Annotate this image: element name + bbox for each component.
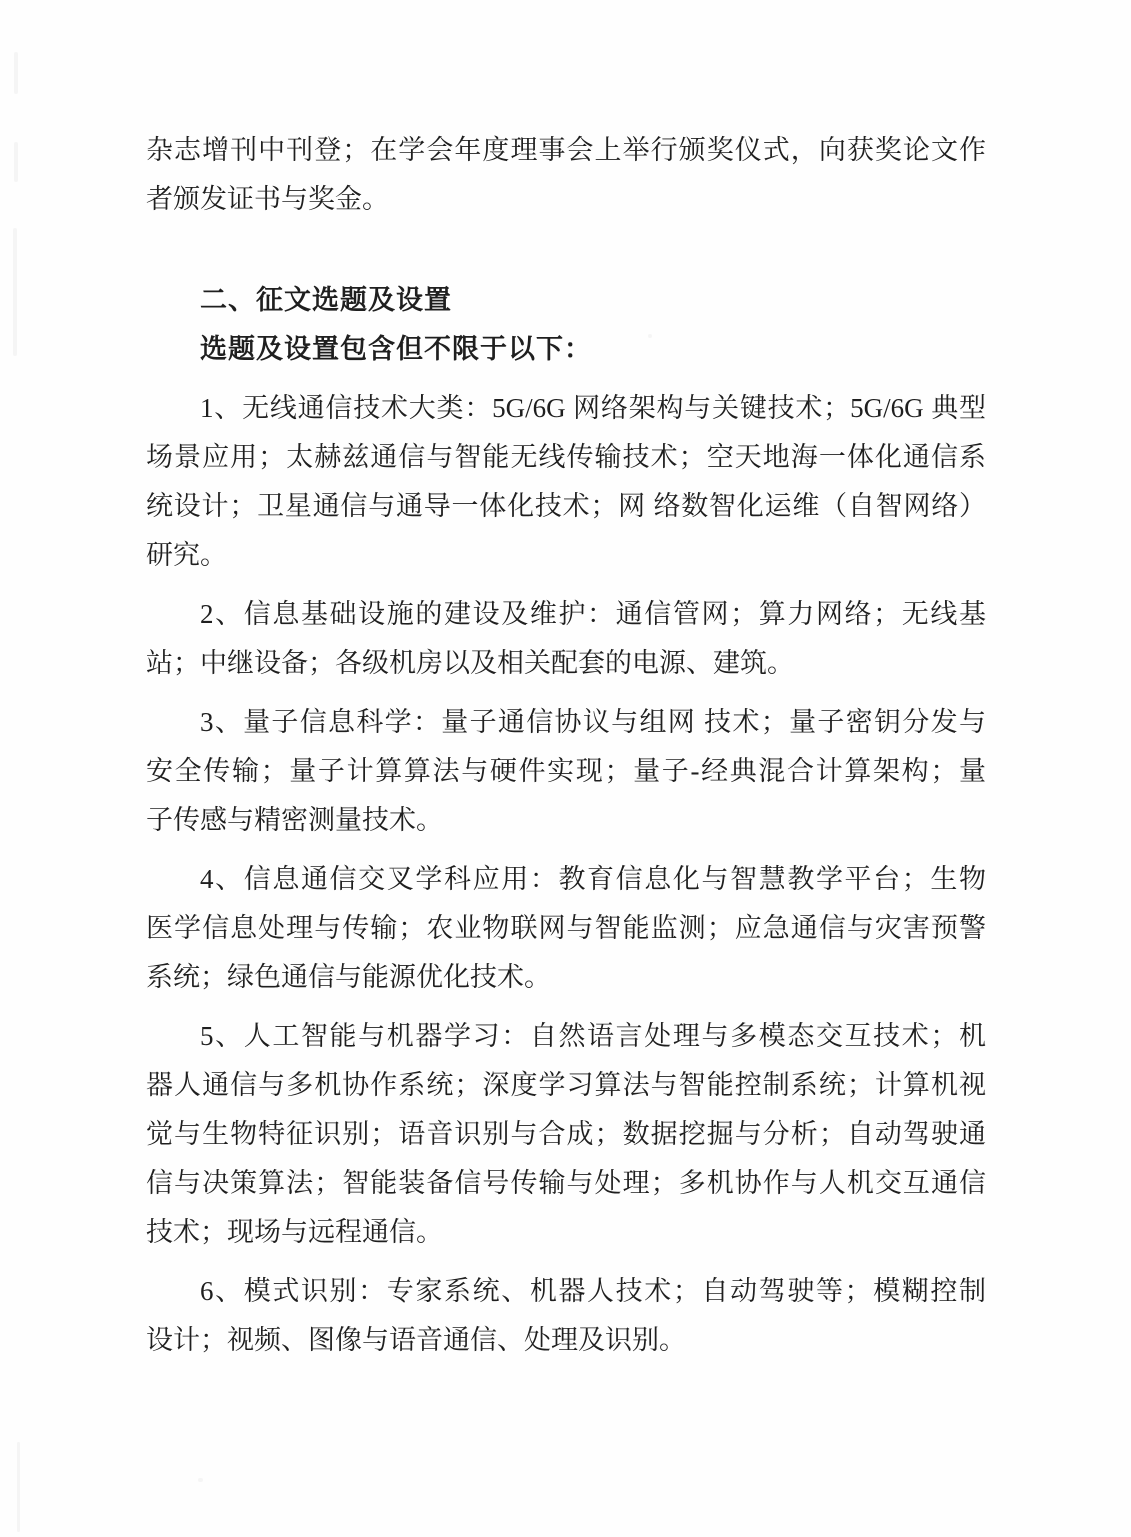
- text-line: 1、无线通信技术大类：5G/6G 网络架构与关键技术；5G/6G 典型: [200, 393, 986, 423]
- topic-6: [146, 1267, 986, 1365]
- topic-5: [146, 1012, 986, 1257]
- text-line: 器人通信与多机协作系统；深度学习算法与智能控制系统；计算机视: [146, 1070, 986, 1100]
- topic-2: [146, 590, 986, 688]
- text-line: 二、征文选题及设置: [200, 285, 452, 315]
- text-line: 者颁发证书与奖金。: [146, 184, 389, 214]
- text-line: 技术；现场与远程通信。: [146, 1217, 443, 1247]
- text-line: 子传感与精密测量技术。: [146, 805, 443, 835]
- topic-1: [146, 384, 986, 580]
- section-subheading: [146, 325, 986, 374]
- text-line: 2、信息基础设施的建设及维护：通信管网；算力网络；无线基: [200, 599, 986, 629]
- scan-artifact: [14, 52, 18, 94]
- scan-artifact: [14, 142, 18, 182]
- text-line: 研究。: [146, 540, 227, 570]
- intro-paragraph: [146, 126, 986, 224]
- text-line: 安全传输；量子计算算法与硬件实现；量子-经典混合计算架构；量: [146, 756, 986, 786]
- text-line: 站；中继设备；各级机房以及相关配套的电源、建筑。: [146, 648, 794, 678]
- topic-3: [146, 698, 986, 845]
- scan-artifact: [17, 1442, 20, 1532]
- text-line: 5、人工智能与机器学习：自然语言处理与多模态交互技术；机: [200, 1021, 986, 1051]
- text-line: 统设计；卫星通信与通导一体化技术；网 络数智化运维（自智网络）: [146, 491, 986, 521]
- section-heading: [146, 276, 986, 325]
- text-line: 觉与生物特征识别；语音识别与合成；数据挖掘与分析；自动驾驶通: [146, 1119, 986, 1149]
- text-line: 系统；绿色通信与能源优化技术。: [146, 962, 551, 992]
- text-line: 医学信息处理与传输；农业物联网与智能监测；应急通信与灾害预警: [146, 913, 986, 943]
- text-line: 选题及设置包含但不限于以下：: [200, 334, 592, 364]
- scan-artifact: [198, 1478, 203, 1482]
- topic-4: [146, 855, 986, 1002]
- text-line: 4、信息通信交叉学科应用：教育信息化与智慧教学平台；生物: [200, 864, 986, 894]
- scan-artifact: [13, 228, 17, 356]
- text-line: 杂志增刊中刊登；在学会年度理事会上举行颁奖仪式，向获奖论文作: [146, 135, 986, 165]
- text-line: 信与决策算法；智能装备信号传输与处理；多机协作与人机交互通信: [146, 1168, 986, 1198]
- text-line: 场景应用；太赫兹通信与智能无线传输技术；空天地海一体化通信系: [146, 442, 986, 472]
- document-body: [146, 126, 986, 1365]
- text-line: 3、量子信息科学：量子通信协议与组网 技术；量子密钥分发与: [200, 707, 986, 737]
- text-line: 设计；视频、图像与语音通信、处理及识别。: [146, 1325, 686, 1355]
- text-line: 6、模式识别：专家系统、机器人技术；自动驾驶等；模糊控制: [200, 1276, 986, 1306]
